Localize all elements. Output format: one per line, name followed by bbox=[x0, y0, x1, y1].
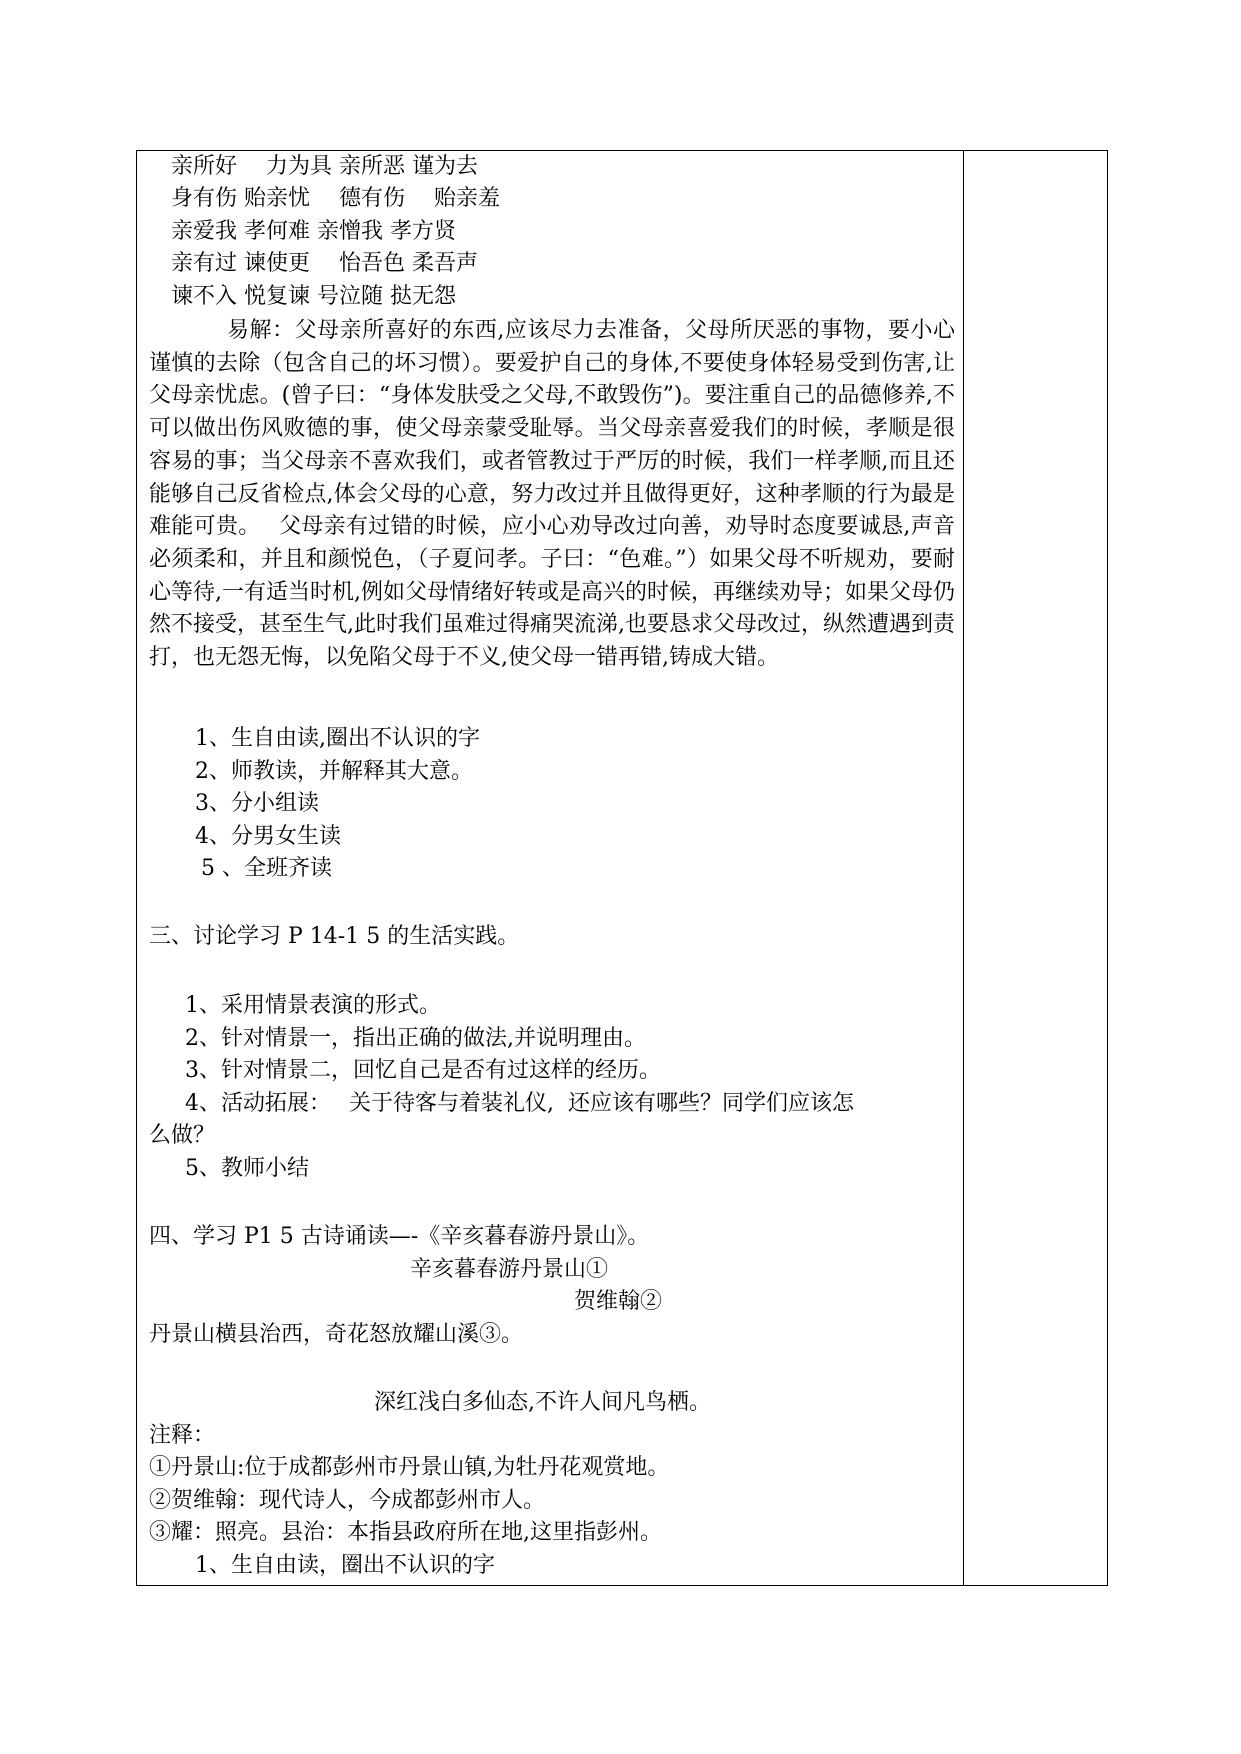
notes-heading: 注释： bbox=[149, 1423, 216, 1448]
column-divider bbox=[963, 151, 964, 1585]
activity-step: 4、活动拓展： 关于待客与着装礼仪, 还应该有哪些？同学们应该怎 bbox=[185, 1091, 854, 1116]
section-4-heading: 四、学习 P1 5 古诗诵读—-《辛亥暮春游丹景山》。 bbox=[149, 1224, 650, 1249]
lesson-table bbox=[136, 150, 1108, 1586]
poem-line: 丹景山横县治西，奇花怒放耀山溪③。 bbox=[149, 1322, 524, 1347]
activity-step: 5、教师小结 bbox=[185, 1156, 309, 1181]
activity-step: 2、针对情景一，指出正确的做法,并说明理由。 bbox=[185, 1026, 646, 1051]
poem-line: 深红浅白多仙态,不许人间凡鸟栖。 bbox=[374, 1390, 711, 1415]
note-item: ①丹景山:位于成都彭州市丹景山镇,为牡丹花观赏地。 bbox=[149, 1455, 670, 1480]
poem-author: 贺维翰② bbox=[574, 1289, 663, 1314]
poem-title: 辛亥暮春游丹景山① bbox=[410, 1257, 609, 1282]
note-item: ③耀：照亮。县治：本指县政府所在地,这里指彭州。 bbox=[149, 1520, 662, 1545]
reading-step: 5 、全班齐读 bbox=[201, 856, 332, 881]
explanation-paragraph: 易解：父母亲所喜好的东西,应该尽力去准备，父母所厌恶的事物，要小心谨慎的去除（包含自己的坏习惯）。要爱护自己的身体,不要使身体轻易受到伤害,让父母亲忧虑。(曾子曰：“身体发肤受之父母,不敢毁伤”)。要注重自己的品德修养,不可以做出伤风败德的事，使父母亲蒙受耻辱。当父母亲喜爱我们的时候，孝顺是很容易的事；当父母亲不喜欢我们，或者管教过于严厉的时候，我们一样孝顺,而且还能够自己反省检点,体会父母的心意，努力改过并且做得更好，这种孝顺的行为最是难能可贵。 父母亲有过错的时候，应小心劝导改过向善，劝导时态度要诚恳,声音必须柔和，并且和颜悦色，（子夏问孝。子曰：“色难。”）如果父母不听规劝，要耐心等待,一有适当时机,例如父母情绪好转或是高兴的时候，再继续劝导；如果父母仍然不接受，甚至生气,此时我们虽难过得痛哭流涕,也要恳求父母改过，纵然遭遇到责打，也无怨无悔，以免陷父母于不义,使父母一错再错,铸成大错。 bbox=[149, 318, 955, 671]
activity-step: 1、采用情景表演的形式。 bbox=[185, 993, 441, 1018]
activity-step-continuation: 么做？ bbox=[149, 1123, 216, 1148]
activity-step: 3、针对情景二，回忆自己是否有过这样的经历。 bbox=[185, 1058, 661, 1083]
reading-step: 3、分小组读 bbox=[195, 791, 319, 816]
verse-line: 谏不入 悦复谏 号泣随 挞无怨 bbox=[171, 284, 456, 309]
reading-step: 1、生自由读，圈出不认识的字 bbox=[195, 1553, 495, 1578]
reading-step: 4、分男女生读 bbox=[195, 824, 341, 849]
reading-step: 2、师教读，并解释其大意。 bbox=[195, 759, 473, 784]
verse-line: 亲爱我 孝何难 亲憎我 孝方贤 bbox=[171, 219, 456, 244]
note-item: ②贺维翰：现代诗人，今成都彭州市人。 bbox=[149, 1488, 546, 1513]
verse-line: 亲有过 谏使更 怡吾色 柔吾声 bbox=[171, 251, 478, 276]
lesson-content-cell bbox=[149, 151, 957, 1585]
verse-line: 身有伤 贻亲忧 德有伤 贻亲羞 bbox=[171, 186, 500, 211]
verse-line: 亲所好 力为具 亲所恶 谨为去 bbox=[171, 154, 478, 179]
reading-step: 1、生自由读,圈出不认识的字 bbox=[195, 726, 480, 751]
section-3-heading: 三、讨论学习 P 14-1 5 的生活实践。 bbox=[149, 924, 520, 949]
